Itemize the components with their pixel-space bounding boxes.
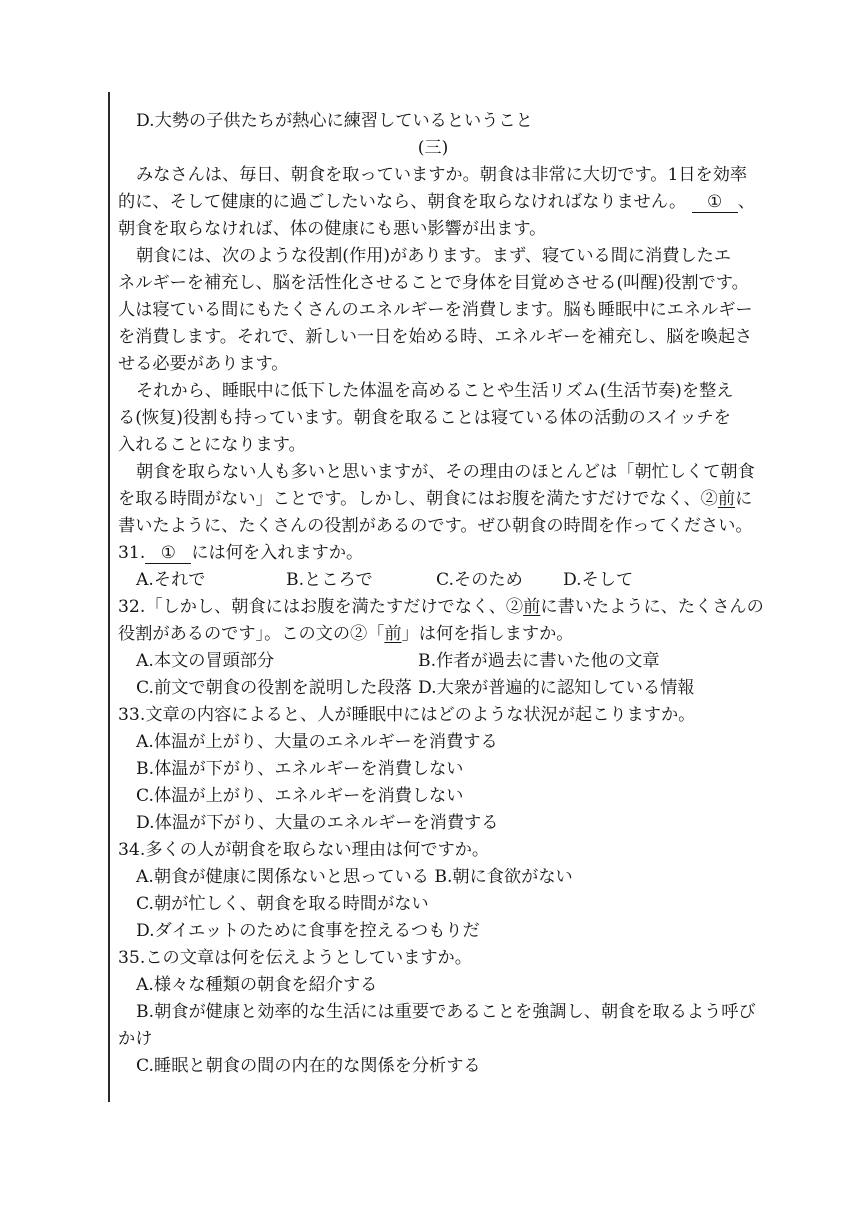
passage-line: を消費します。それで、新しい一日を始める時、エネルギーを補充し、脳を喚起さ xyxy=(118,327,753,347)
passage-line: を取る時間がない」ことです。しかし、朝食にはお腹を満たすだけでなく、②前に xyxy=(118,489,753,509)
blank-1: ① xyxy=(692,192,738,213)
passage-line: 書いたように、たくさんの役割があるのです。ぜひ朝食の時間を作ってください。 xyxy=(118,516,753,536)
passage-line: せる必要があります。 xyxy=(118,354,289,374)
option-d: D.体温が下がり、大量のエネルギーを消費する xyxy=(136,813,499,833)
passage-line: る(恢复)役割も持っています。朝食を取ることは寝ている体の活動のスイッチを xyxy=(118,408,731,428)
underlined-word: 前 xyxy=(523,597,541,617)
option-c: C.睡眠と朝食の間の内在的な関係を分析する xyxy=(136,1056,481,1076)
passage-line: みなさんは、毎日、朝食を取っていますか。朝食は非常に大切です。1日を効率 xyxy=(136,165,748,185)
exam-page xyxy=(118,108,764,1080)
passage-line: それから、睡眠中に低下した体温を高めることや生活リズム(生活节奏)を整え xyxy=(136,381,734,401)
option-b-continued: かけ xyxy=(118,1029,153,1049)
option-a: A.本文の冒頭部分 xyxy=(136,651,275,671)
option-a-b: A.朝食が健康に関係ないと思っている B.朝に食欲がない xyxy=(136,867,573,887)
passage-line: ネルギーを補充し、脳を活性化させることで身体を目覚めさせる(叫醒)役割です。 xyxy=(118,273,749,293)
option-a: A.体温が上がり、大量のエネルギーを消費する xyxy=(136,732,498,752)
passage-line: 的に、そして健康的に過ごしたいなら、朝食を取らなければなりません。 ① 、 xyxy=(118,192,755,212)
underlined-word: 前 xyxy=(384,624,402,644)
prev-question-option-d: D.大勢の子供たちが熱心に練習しているということ xyxy=(136,111,533,131)
option-d: D.大衆が普遍的に認知している情報 xyxy=(418,678,695,698)
question-text: 34.多くの人が朝食を取らない理由は何ですか。 xyxy=(118,840,490,860)
question-text: 33.文章の内容によると、人が睡眠中にはどのような状況が起こりますか。 xyxy=(118,705,696,725)
question-34 xyxy=(118,837,748,945)
question-text: 35.この文章は何を伝えようとしていますか。 xyxy=(118,948,472,968)
option-d: D.そして xyxy=(563,570,634,590)
passage-line: 入れることになります。 xyxy=(118,435,306,455)
reading-passage xyxy=(118,162,755,540)
option-c: C.前文で朝食の役割を説明した段落 xyxy=(136,678,412,698)
blank-1: ① xyxy=(145,543,191,564)
passage-line: 朝食には、次のような役割(作用)があります。まず、寝ている間に消費したエ xyxy=(136,246,732,266)
passage-line: 朝食を取らない人も多いと思いますが、その理由のほとんどは「朝忙しくて朝食 xyxy=(136,462,755,482)
question-32: 32.「しかし、朝食にはお腹を満たすだけでなく、②前に書いたように、たくさんの 役割があるのです」。この文の②「前」は何を指しますか。 A.本文の冒頭部分 B.作者が過去に書いた他の文章 C.前文で朝食の役割を説明した段落 D.大衆が普遍的に認知している情報 xyxy=(118,594,748,702)
section-title: (三) xyxy=(417,138,449,158)
question-31: 31. ① には何を入れますか。 A.それで B.ところで C.そのため D.そして xyxy=(118,540,748,594)
option-b: B.作者が過去に書いた他の文章 xyxy=(418,651,660,671)
option-a: A.様々な種類の朝食を紹介する xyxy=(136,975,378,995)
option-a: A.それで xyxy=(136,570,206,590)
answer-options xyxy=(118,648,748,675)
option-b: B.朝食が健康と効率的な生活には重要であることを強調し、朝食を取るよう呼び xyxy=(136,1002,756,1022)
passage-line: 人は寝ている間にもたくさんのエネルギーを消費します。脳も睡眠中にエネルギー xyxy=(118,300,753,320)
question-33 xyxy=(118,702,748,837)
question-35 xyxy=(118,945,756,1080)
binding-margin-line xyxy=(108,92,110,1102)
answer-options xyxy=(118,567,748,594)
option-b: B.ところで xyxy=(286,570,373,590)
option-b: B.体温が下がり、エネルギーを消費しない xyxy=(136,759,464,779)
underlined-word: 前 xyxy=(717,489,736,509)
option-c: C.体温が上がり、エネルギーを消費しない xyxy=(136,786,464,806)
option-d: D.ダイエットのために食事を控えるつもりだ xyxy=(136,921,480,941)
passage-line: 朝食を取らなければ、体の健康にも悪い影響が出ます。 xyxy=(118,219,547,239)
option-c: C.朝が忙しく、朝食を取る時間がない xyxy=(136,894,429,914)
option-c: C.そのため xyxy=(436,570,523,590)
answer-options xyxy=(118,675,748,702)
